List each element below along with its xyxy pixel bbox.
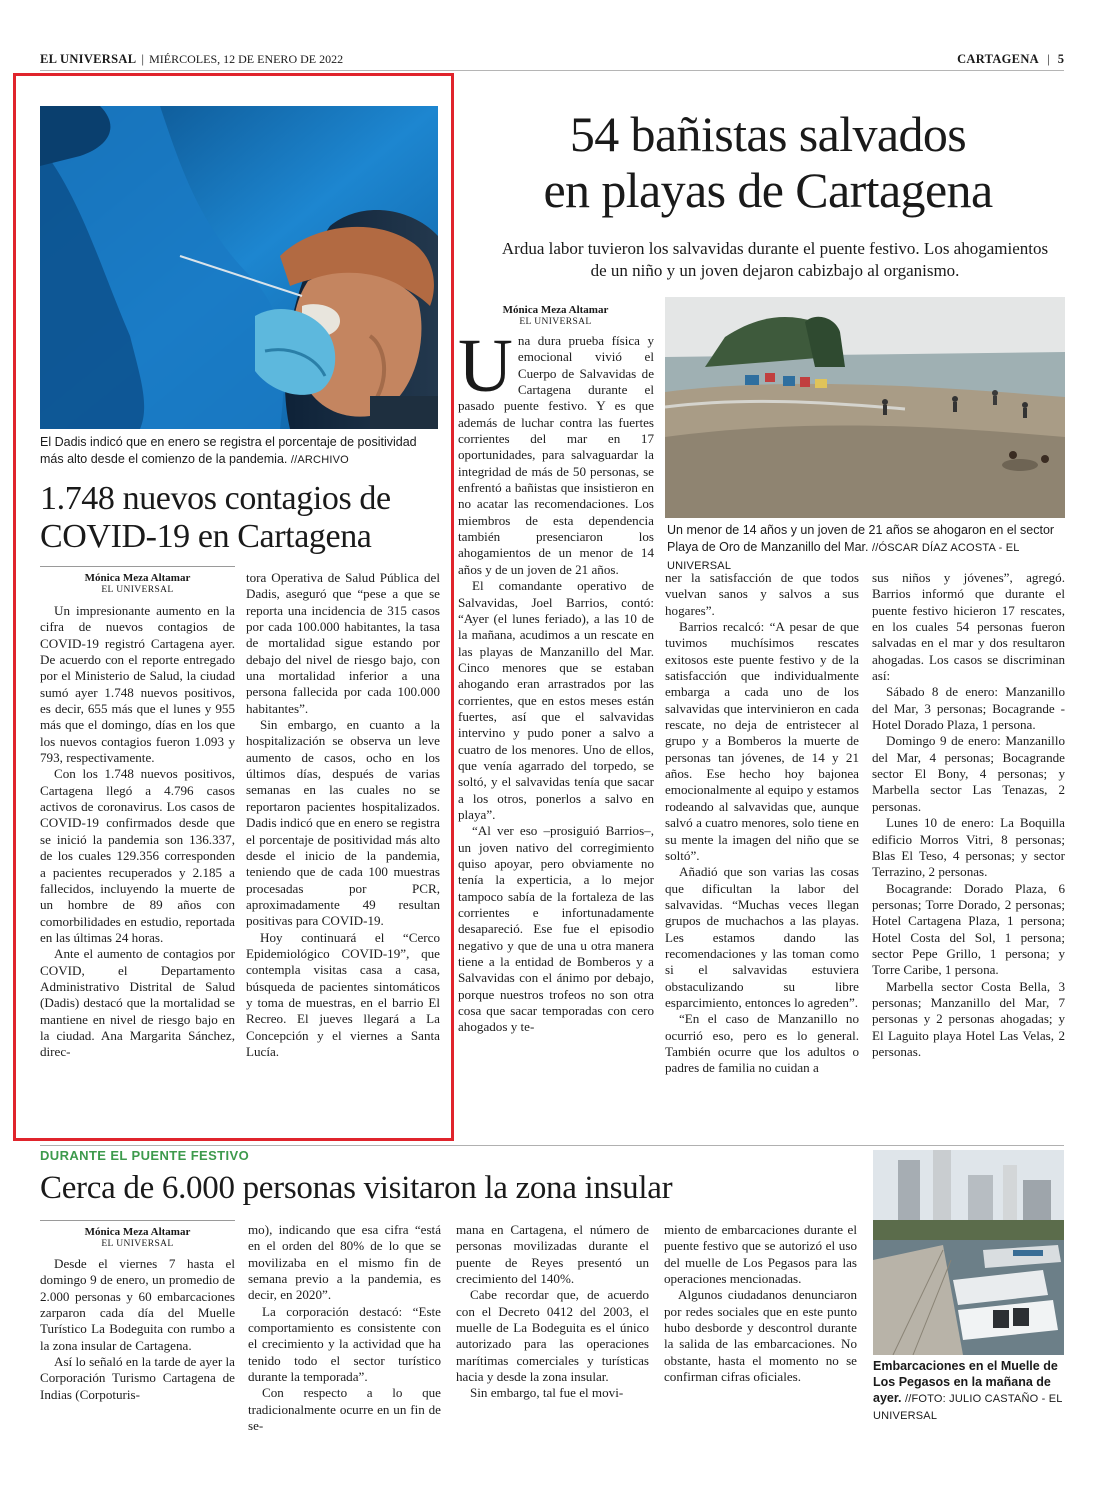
dock-photo-caption [873, 1358, 1068, 1424]
dock-boats-photo-icon [873, 1150, 1064, 1355]
paragraph: Bocagrande: Dorado Plaza, 6 personas; Torre Dorado, 2 personas; Hotel Cartagena Plaza, 1 persona; Hotel Costa del Sol, 1 persona; sector Pepe Grillo, 1 persona; y Torre Caribe, 1 persona. [872, 880, 1065, 978]
photo-credit: //FOTO: JULIO CASTAÑO - EL UNIVERSAL [873, 1393, 1063, 1422]
insular-kicker: DURANTE EL PUENTE FESTIVO [40, 1148, 250, 1163]
covid-column-1 [40, 603, 235, 1061]
caption-text: El Dadis indicó que en enero se registra el porcentaje de positividad más alto desde el comienzo de la pandemia. [40, 435, 417, 466]
paragraph: mana en Cartagena, el número de personas movilizadas durante el puente de Reyes presentó un crecimiento del 140%. [456, 1222, 649, 1287]
page-number: 5 [1057, 52, 1064, 66]
paper-name: EL UNIVERSAL [40, 52, 137, 66]
dropcap: U [458, 324, 513, 408]
byline-rule [40, 1220, 235, 1221]
banistas-headline [458, 106, 1078, 218]
paragraph: Algunos ciudadanos denunciaron por redes sociales que en este punto hubo desborde y descontrol durante la salida de las embarcaciones. No obstante, hasta el momento no se confirman cifras oficiales. [664, 1287, 857, 1385]
paragraph: Sábado 8 de enero: Manzanillo del Mar, 3 personas; Bocagrande - Hotel Dorado Plaza, 1 persona. [872, 684, 1065, 733]
section-label-group [957, 52, 1064, 67]
byline-name: Mónica Meza Altamar [502, 304, 609, 316]
paragraph: El comandante operativo de Salvavidas, Joel Barrios, contó: “Ayer (el lunes feriado), a las 10 de la mañana, acudimos a un rescate en las playas de Manzanillo del Mar. Cinco menores que se estaban ahogando eran arrastrados por las corrientes, que en estos meses están fuertes, así que el salvavidas intervino y pudo poner a salvo a cuatro de los menores. Uno de ellos, que venía agarrado del torpedo, se soltó, y el salvavidas tenía que sacar a los otros, ponerlos a salvo en playa”. [458, 578, 654, 822]
byline-org: EL UNIVERSAL [101, 585, 174, 595]
headline-line-2: en playas de Cartagena [543, 162, 993, 218]
issue-date: MIÉRCOLES, 12 DE ENERO DE 2022 [149, 52, 344, 66]
paragraph: Marbella sector Costa Bella, 3 personas; Manzanillo del Mar, 7 personas y 2 personas ahogadas; y El Laguito playa Hotel Las Velas, 2 personas. [872, 978, 1065, 1059]
covid-column-2 [246, 570, 440, 1060]
header-rule [40, 70, 1064, 71]
paragraph: “Al ver eso –prosiguió Barrios–, un joven nativo del corregimiento quiso apoyar, pero obviamente no tenía la experticia, a lo mejor tampoco sabía de la fortaleza de las corrientes e infortunadamente desapareció. Ese fue el episodio negativo y que de una u otra manera tiene a la entidad de Bomberos y a Salvavidas con el ánimo por debajo, porque nuestros trofeos no son otra cosa que sacar temporadas con cero ahogados y te- [458, 823, 654, 1035]
beach-photo-caption [667, 522, 1067, 575]
insular-column-2 [248, 1222, 441, 1434]
beach-photo [665, 297, 1065, 518]
paragraph: tora Operativa de Salud Pública del Dadis, aseguró que “pese a que se reporta una incidencia de 315 casos por cada 100.000 habitantes, la tasa de mortalidad sigue estando por debajo del nivel de riesgo bajo, con una mortalidad inferior a una persona fallecida por cada 100.000 habitantes”. [246, 570, 440, 716]
paragraph: Con respecto a lo que tradicionalmente ocurre en un fin de se- [248, 1385, 441, 1434]
headline-line-1: 54 bañistas salvados [569, 106, 967, 162]
paragraph: “En el caso de Manzanillo no ocurrió eso, pero es lo general. También ocurre que los adultos o padres de familia no cuidan a [665, 1011, 859, 1076]
paragraph: Añadió que son varias las cosas que dificultan la labor del salvavidas. “Muchas veces llegan grupos de muchachos a las playas. Les estamos dando las recomendaciones y las toman como si el salvavidas estuviera obstaculizando su libre esparcimiento, entonces lo agreden”. [665, 864, 859, 1010]
paragraph: Hoy continuará el “Cerco Epidemiológico COVID-19”, que contempla visitas casa a casa, búsqueda de pacientes sintomáticos y toma de muestras, en el barrio El Recreo. El jueves llegará a La Concepción y el viernes a Santa Lucía. [246, 929, 440, 1059]
banistas-column-3 [872, 570, 1065, 1060]
banistas-column-1 [458, 324, 654, 1036]
paragraph: na dura prueba física y emocional vivió el Cuerpo de Salvavidas de Cartagena durante el pasado puente festivo. Y es que además de luchar contra las fuertes corrientes del mar en 17 oportunidades, para salvaguardar la integridad de más de 50 personas, se enfrentó a bañistas que insistieron en no acatar las recomendaciones. Los miembros de esta dependencia también presenciaron los ahogamientos de un menor de 14 años y de un joven de 21 años. [458, 333, 654, 577]
paragraph: Así lo señaló en la tarde de ayer la Corporación Turismo Cartagena de Indias (Corpoturis- [40, 1354, 235, 1402]
paragraph: Desde el viernes 7 hasta el domingo 9 de enero, un promedio de 2.000 personas y 60 embarcaciones zarparon cada día del Muelle Turístico La Bodeguita con rumbo a la zona insular de Cartagena. [40, 1256, 235, 1353]
insular-byline [40, 1226, 235, 1250]
caption-text: Un menor de 14 años y un joven de 21 años se ahogaron en el sector Playa de Oro de Manzanillo del Mar. [667, 523, 1055, 554]
paragraph: ner la satisfacción de que todos vuelvan sanos y salvos a sus hogares”. [665, 570, 859, 618]
byline-org: EL UNIVERSAL [519, 317, 592, 327]
banistas-subhead: Ardua labor tuvieron los salvavidas durante el puente festivo. Los ahogamientos de un niño y un joven dejaron cabizbajo al organismo. [501, 239, 1049, 280]
paragraph: Con los 1.748 nuevos positivos, Cartagena llegó a 4.796 casos activos de coronavirus. Los casos de COVID-19 confirmados desde que se inició la pandemia son 136.337, de los cuales 129.356 corresponden a pacientes recuperados y 2.185 a fallecidos, incluyendo la muerte de un hombre de 89 años con comorbilidades en estudio, reportada en las últimas 24 horas. [40, 766, 235, 945]
insular-headline: Cerca de 6.000 personas visitaron la zona insular [40, 1170, 673, 1206]
paragraph: Cabe recordar que, de acuerdo con el Decreto 0412 del 2003, el muelle de La Bodeguita es el único autorizado para las operaciones marítimas comerciales y turísticas hacia y desde la zona insular. [456, 1287, 649, 1385]
paragraph: Barrios recalcó: “A pesar de que tuvimos muchísimos rescates exitosos este puente festivo y de la satisfacción que individualmente embarga a cada uno de los salvavidas que intervinieron en cada rescate, no deja de entristecer al grupo y a Bomberos la muerte de personas tan jóvenes, de 14 y 21 años. Ese hecho hoy bajonea emocionalmente al equipo y estamos rodeando al salvavidas que, aunque salvó a cuatro menores, solo tiene en su mente la imagen del niño que se soltó”. [665, 619, 859, 863]
insular-column-1 [40, 1256, 235, 1403]
section-label: CARTAGENA [957, 52, 1039, 66]
covid-photo [40, 106, 438, 429]
paragraph: miento de embarcaciones durante el puente festivo que se autorizó el uso del muelle de Los Pegasos para las operaciones mencionadas. [664, 1222, 857, 1287]
paragraph: Sin embargo, en cuanto a la hospitalización se observa un leve aumento de casos, ocho en los últimos días, después de varias semanas en las cuales no se reportaron pacientes hospitalizados. Dadis indicó que en enero se registra el porcentaje de positividad más alto desde el inicio de la pandemia, teniendo que de cada 100 muestras procesadas por PCR, aproximadamente 49 resultan positivas para COVID-19. [246, 717, 440, 929]
photo-credit: //ARCHIVO [290, 454, 349, 466]
paragraph: Ante el aumento de contagios por COVID, el Departamento Administrativo Distrital de Salud (Dadis) destacó que la mortalidad se mantiene en nivel de riesgo bajo en la ciudad. Ana Margarita Sánchez, direc- [40, 946, 235, 1060]
photo-credit: //ÓSCAR DÍAZ ACOSTA - EL UNIVERSAL [667, 542, 1020, 572]
paragraph: La corporación destacó: “Este comportamiento es consistente con el crecimiento y la actividad que ha tenido todo el sector turístico durante la temporada”. [248, 1303, 441, 1385]
byline-name: Mónica Meza Altamar [84, 1226, 191, 1238]
byline-org: EL UNIVERSAL [101, 1239, 174, 1249]
byline-name: Mónica Meza Altamar [84, 572, 191, 584]
paragraph: sus niños y jóvenes”, agregó. Barrios informó que durante el puente festivo hicieron 17 rescates, en los cuales 54 personas fueron salvadas en el mar y dos resultaron ahogadas. Los casos se discriminan así: [872, 570, 1065, 684]
dock-photo [873, 1150, 1064, 1355]
covid-byline [40, 572, 235, 596]
vaccine-swab-photo-icon [40, 106, 438, 429]
insular-column-4 [664, 1222, 857, 1385]
paragraph: Lunes 10 de enero: La Boquilla edificio Morros Vitri, 8 personas; Blas El Teso, 4 personas; y sector Terrazino, 2 personas. [872, 815, 1065, 880]
banistas-column-2 [665, 570, 859, 1077]
beach-photo-icon [665, 297, 1065, 518]
covid-headline: 1.748 nuevos contagios de COVID-19 en Cartagena [40, 480, 391, 555]
byline-rule [40, 566, 235, 567]
paragraph: Sin embargo, tal fue el movi- [470, 1385, 624, 1401]
section-divider [40, 1145, 1064, 1146]
covid-photo-caption [40, 434, 440, 469]
page-header [40, 52, 1064, 72]
header-divider-right: | [1047, 52, 1050, 66]
paragraph: Domingo 9 de enero: Manzanillo del Mar, 4 personas; Bocagrande sector El Bony, 4 personas; y Marbella sector Las Tenazas, 2 personas. [872, 733, 1065, 814]
header-divider: | [141, 52, 144, 66]
caption-text: Embarcaciones en el Muelle de Los Pegasos en la mañana de ayer. [873, 1359, 1058, 1405]
insular-column-3 [456, 1222, 649, 1402]
paragraph: Un impresionante aumento en la cifra de nuevos contagios de COVID-19 registró Cartagena ayer. De acuerdo con el reporte entregado por el Ministerio de Salud, la ciudad sumó ayer 1.748 nuevos positivos, es decir, 655 más que el lunes y 955 más que el domingo, días en los que los nuevos contagios fueron 1.093 y 793, respectivamente. [40, 603, 235, 766]
paragraph: mo), indicando que esa cifra “está en el orden del 80% de lo que se movilizaba en el mismo fin de semana previo a la pandemia, es decir, en 2020”. [248, 1222, 441, 1303]
